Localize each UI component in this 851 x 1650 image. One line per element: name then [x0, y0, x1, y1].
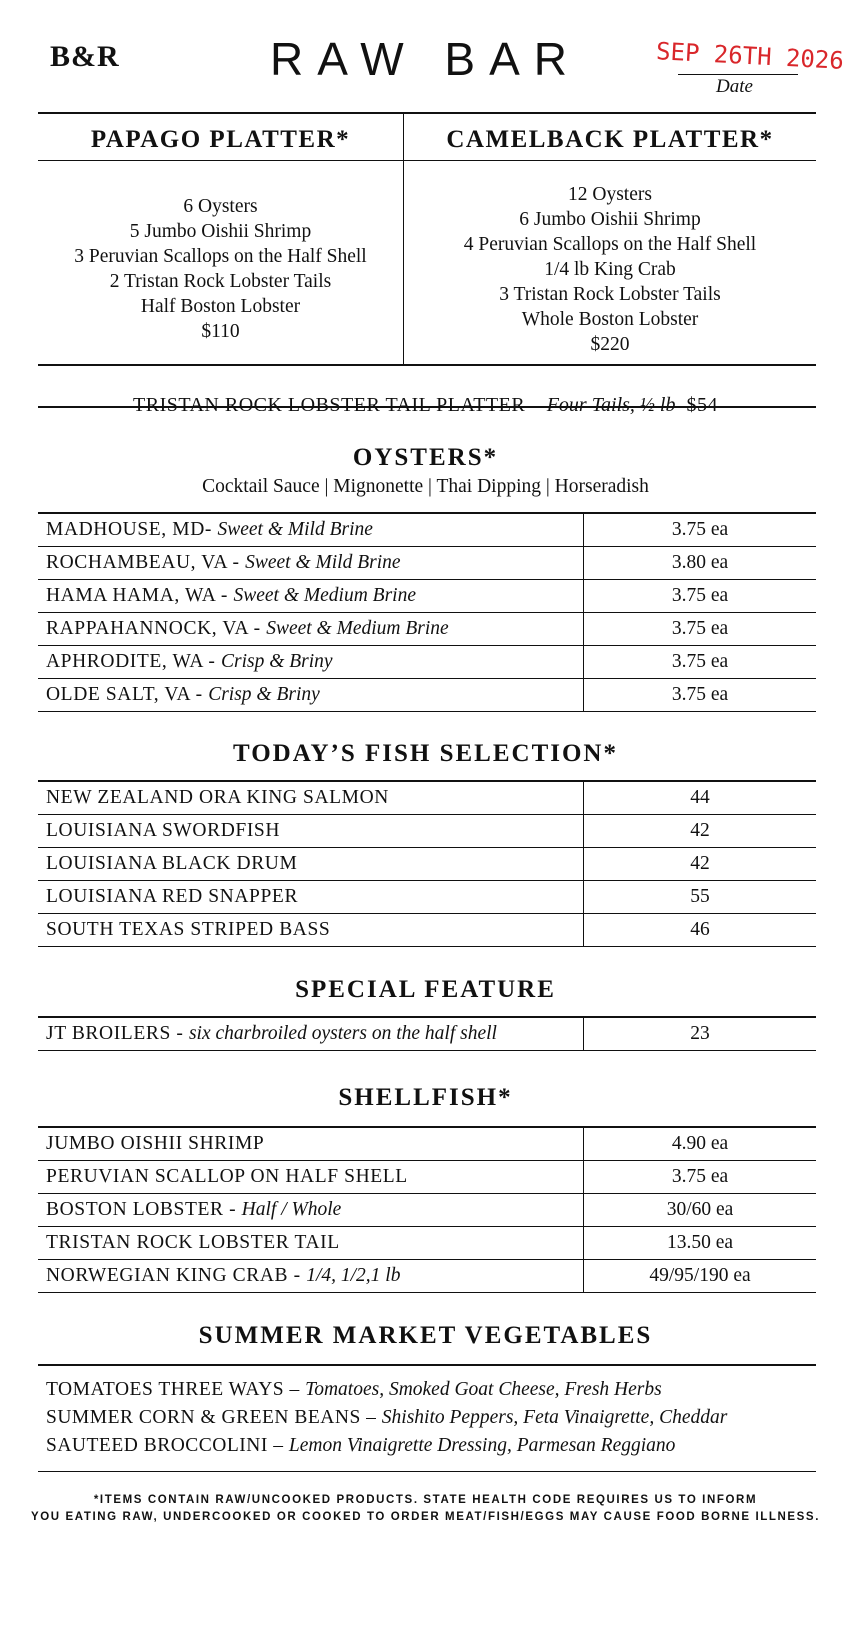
tristan-platter-price: $54 — [686, 394, 718, 416]
item-name: NORWEGIAN KING CRAB - — [46, 1265, 301, 1286]
platter-item: 3 Peruvian Scallops on the Half Shell — [74, 246, 367, 267]
item-name: TOMATOES THREE WAYS – — [46, 1379, 300, 1400]
item-price: 3.75 ea — [584, 646, 817, 679]
tristan-platter-desc: Four Tails, ½ lb — [546, 394, 676, 416]
platter-price: $220 — [590, 334, 630, 355]
section-title-oysters: OYSTERS* — [352, 444, 499, 471]
item-name: TRISTAN ROCK LOBSTER TAIL — [46, 1232, 340, 1253]
table-row — [38, 513, 816, 547]
platter-item: 12 Oysters — [568, 184, 652, 205]
item-name: RAPPAHANNOCK, VA - — [46, 618, 261, 639]
page-title: RAW BAR — [270, 33, 581, 85]
tristan-bottom-rule — [38, 406, 816, 408]
special-table — [38, 1016, 816, 1051]
item-price: 3.80 ea — [584, 547, 817, 580]
oyster-sauces: Cocktail Sauce | Mignonette | Thai Dipping | Horseradish — [202, 476, 649, 497]
platter-item: 2 Tristan Rock Lobster Tails — [109, 271, 332, 292]
item-price: 3.75 ea — [584, 679, 817, 712]
item-price: 3.75 ea — [584, 613, 817, 646]
item-name: LOUISIANA BLACK DRUM — [38, 848, 584, 881]
item-name: HAMA HAMA, WA - — [46, 585, 228, 606]
table-row — [38, 914, 816, 947]
table-row — [38, 815, 816, 848]
section-title-special: SPECIAL FEATURE — [295, 976, 556, 1003]
vegetable-item — [46, 1379, 662, 1401]
item-price: 42 — [584, 848, 817, 881]
oysters-table — [38, 512, 816, 712]
item-name: LOUISIANA RED SNAPPER — [38, 881, 584, 914]
item-desc: Crisp & Briny — [221, 651, 333, 672]
table-row — [38, 781, 816, 815]
platters-bottom-rule — [38, 364, 816, 366]
item-desc: Sweet & Mild Brine — [245, 552, 401, 573]
vegetable-item — [46, 1435, 675, 1457]
platter-papago-items — [38, 194, 403, 344]
item-price: 13.50 ea — [584, 1227, 817, 1260]
table-row — [38, 613, 816, 646]
item-desc: Tomatoes, Smoked Goat Cheese, Fresh Herbs — [305, 1379, 662, 1400]
item-name: SAUTEED BROCCOLINI – — [46, 1435, 284, 1456]
vegetable-item — [46, 1407, 727, 1429]
item-name: MADHOUSE, MD- — [46, 519, 212, 540]
table-row — [38, 848, 816, 881]
footer-disclaimer-line1: *ITEMS CONTAIN RAW/UNCOOKED PRODUCTS. STATE HEALTH CODE REQUIRES US TO INFORM — [93, 1494, 758, 1506]
item-price: 44 — [584, 781, 817, 815]
date-label: Date — [716, 76, 753, 97]
item-name: APHRODITE, WA - — [46, 651, 216, 672]
item-name: JUMBO OISHII SHRIMP — [46, 1133, 265, 1154]
item-desc: Sweet & Medium Brine — [266, 618, 449, 639]
platter-item: 6 Oysters — [183, 196, 258, 217]
table-row — [38, 1227, 816, 1260]
item-desc: Half / Whole — [241, 1199, 342, 1220]
tristan-platter-name: TRISTAN ROCK LOBSTER TAIL PLATTER – — [133, 394, 542, 416]
platter-price: $110 — [201, 321, 240, 342]
item-name: NEW ZEALAND ORA KING SALMON — [38, 781, 584, 815]
table-row — [38, 679, 816, 712]
item-price: 49/95/190 ea — [584, 1260, 817, 1293]
platter-camelback-items — [404, 182, 816, 357]
item-price: 23 — [584, 1017, 817, 1051]
vegetables-bottom-rule — [38, 1471, 816, 1472]
table-row — [38, 580, 816, 613]
table-row — [38, 547, 816, 580]
item-name: SUMMER CORN & GREEN BEANS – — [46, 1407, 377, 1428]
item-name: BOSTON LOBSTER - — [46, 1199, 237, 1220]
item-name: JT BROILERS - — [46, 1023, 184, 1044]
platter-item: Half Boston Lobster — [140, 296, 301, 317]
footer-disclaimer-line2: YOU EATING RAW, UNDERCOOKED OR COOKED TO ORDER MEAT/FISH/EGGS MAY CAUSE FOOD BORNE ILLNESS. — [30, 1511, 820, 1523]
table-row — [38, 881, 816, 914]
restaurant-logo: B&R — [50, 40, 120, 73]
item-desc: Crisp & Briny — [208, 684, 320, 705]
platter-item: 5 Jumbo Oishii Shrimp — [129, 221, 312, 242]
item-desc: Sweet & Medium Brine — [233, 585, 416, 606]
section-title-vegetables: SUMMER MARKET VEGETABLES — [198, 1322, 653, 1349]
platter-name-papago: PAPAGO PLATTER* — [90, 126, 351, 153]
table-row — [38, 1260, 816, 1293]
shellfish-table — [38, 1126, 816, 1293]
item-name: PERUVIAN SCALLOP ON HALF SHELL — [46, 1166, 408, 1187]
item-desc: six charbroiled oysters on the half shell — [188, 1023, 497, 1044]
item-desc: Lemon Vinaigrette Dressing, Parmesan Reggiano — [288, 1435, 676, 1456]
date-underline — [678, 74, 798, 75]
date-stamp: SEP 26TH 2026 — [655, 37, 845, 75]
item-name: OLDE SALT, VA - — [46, 684, 203, 705]
item-price: 3.75 ea — [584, 513, 817, 547]
item-price: 42 — [584, 815, 817, 848]
platter-item: 1/4 lb King Crab — [544, 259, 676, 280]
section-title-shellfish: SHELLFISH* — [338, 1084, 513, 1111]
item-name: LOUISIANA SWORDFISH — [38, 815, 584, 848]
platters-header-rule — [38, 160, 816, 161]
platter-name-camelback: CAMELBACK PLATTER* — [446, 126, 774, 153]
item-desc: Shishito Peppers, Feta Vinaigrette, Cheddar — [381, 1407, 728, 1428]
fish-table — [38, 780, 816, 947]
item-name: ROCHAMBEAU, VA - — [46, 552, 240, 573]
item-price: 4.90 ea — [584, 1127, 817, 1161]
item-price: 55 — [584, 881, 817, 914]
vegetables-top-rule — [38, 1364, 816, 1366]
table-row — [38, 1127, 816, 1161]
platter-item: 6 Jumbo Oishii Shrimp — [519, 209, 701, 230]
table-row — [38, 1161, 816, 1194]
platters-top-rule — [38, 112, 816, 114]
section-title-fish: TODAY’S FISH SELECTION* — [232, 740, 618, 767]
platter-item: 3 Tristan Rock Lobster Tails — [499, 284, 721, 305]
item-price: 46 — [584, 914, 817, 947]
item-price: 30/60 ea — [584, 1194, 817, 1227]
item-price: 3.75 ea — [584, 580, 817, 613]
item-price: 3.75 ea — [584, 1161, 817, 1194]
platter-item: Whole Boston Lobster — [521, 309, 699, 330]
table-row — [38, 646, 816, 679]
table-row — [38, 1194, 816, 1227]
table-row — [38, 1017, 816, 1051]
item-name: SOUTH TEXAS STRIPED BASS — [38, 914, 584, 947]
item-desc: 1/4, 1/2,1 lb — [306, 1265, 401, 1286]
item-desc: Sweet & Mild Brine — [217, 519, 373, 540]
platter-item: 4 Peruvian Scallops on the Half Shell — [463, 234, 757, 255]
